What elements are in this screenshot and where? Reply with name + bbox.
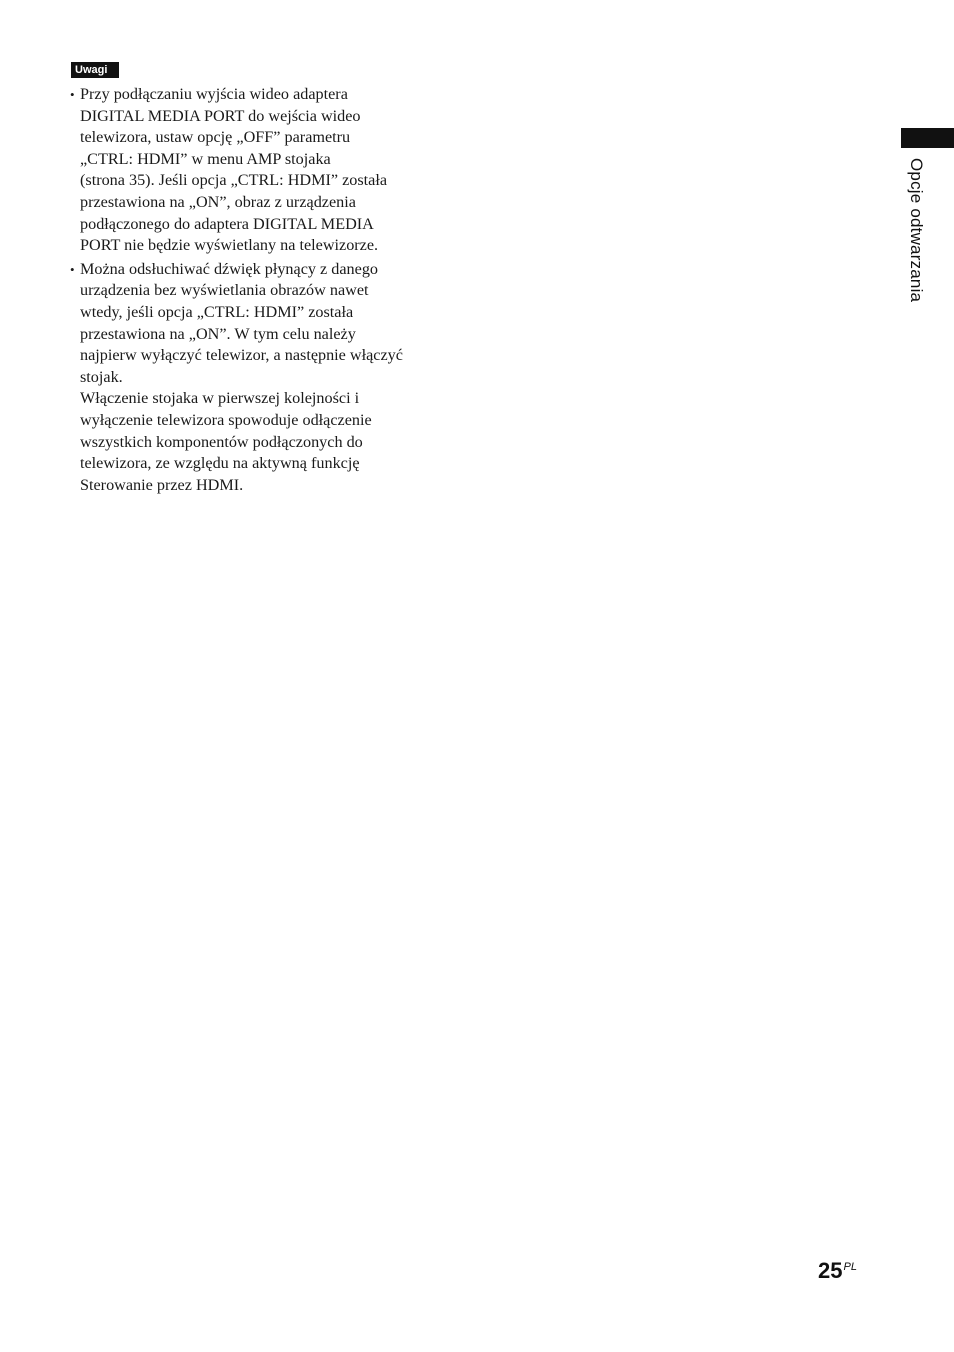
note-line: wszystkich komponentów podłączonych do: [80, 432, 363, 451]
note-item: [70, 259, 450, 497]
note-line: najpierw wyłączyć telewizor, a następnie włączyć: [80, 346, 403, 365]
page-number: [818, 1258, 857, 1284]
note-line: telewizora, ze względu na aktywną funkcję: [80, 454, 360, 473]
notes-list: [70, 84, 450, 498]
note-line: wyłączenie telewizora spowoduje odłączenie: [80, 410, 372, 429]
note-line: podłączonego do adaptera DIGITAL MEDIA: [80, 214, 374, 233]
section-tab-marker: [901, 128, 954, 148]
note-line: urządzenia bez wyświetlania obrazów nawet: [80, 281, 369, 300]
bullet-icon: •: [70, 261, 75, 277]
note-line: „CTRL: HDMI” w menu AMP stojaka: [80, 149, 331, 168]
page-number-value: 25: [818, 1258, 843, 1283]
section-tab-label: Opcje odtwarzania: [907, 158, 926, 303]
note-line: wtedy, jeśli opcja „CTRL: HDMI” została: [80, 302, 354, 321]
note-line: Przy podłączaniu wyjścia wideo adaptera: [80, 85, 348, 103]
note-line: Włączenie stojaka w pierwszej kolejności i: [80, 389, 360, 408]
note-line: przestawiona na „ON”. W tym celu należy: [80, 324, 356, 343]
note-line: PORT nie będzie wyświetlany na telewizorze.: [80, 236, 379, 255]
note-line: przestawiona na „ON”, obraz z urządzenia: [80, 192, 356, 211]
notes-badge: Uwagi: [71, 62, 119, 78]
page-language-suffix: PL: [843, 1261, 857, 1273]
note-line: (strona 35). Jeśli opcja „CTRL: HDMI” została: [80, 171, 388, 190]
note-line: Można odsłuchiwać dźwięk płynący z danego: [80, 259, 379, 278]
note-line: stojak.: [80, 367, 123, 386]
note-item: [70, 84, 450, 257]
note-line: DIGITAL MEDIA PORT do wejścia wideo: [80, 106, 361, 125]
bullet-icon: •: [70, 87, 75, 102]
note-line: telewizora, ustaw opcję „OFF” parametru: [80, 128, 351, 147]
note-line: Sterowanie przez HDMI.: [80, 475, 244, 494]
